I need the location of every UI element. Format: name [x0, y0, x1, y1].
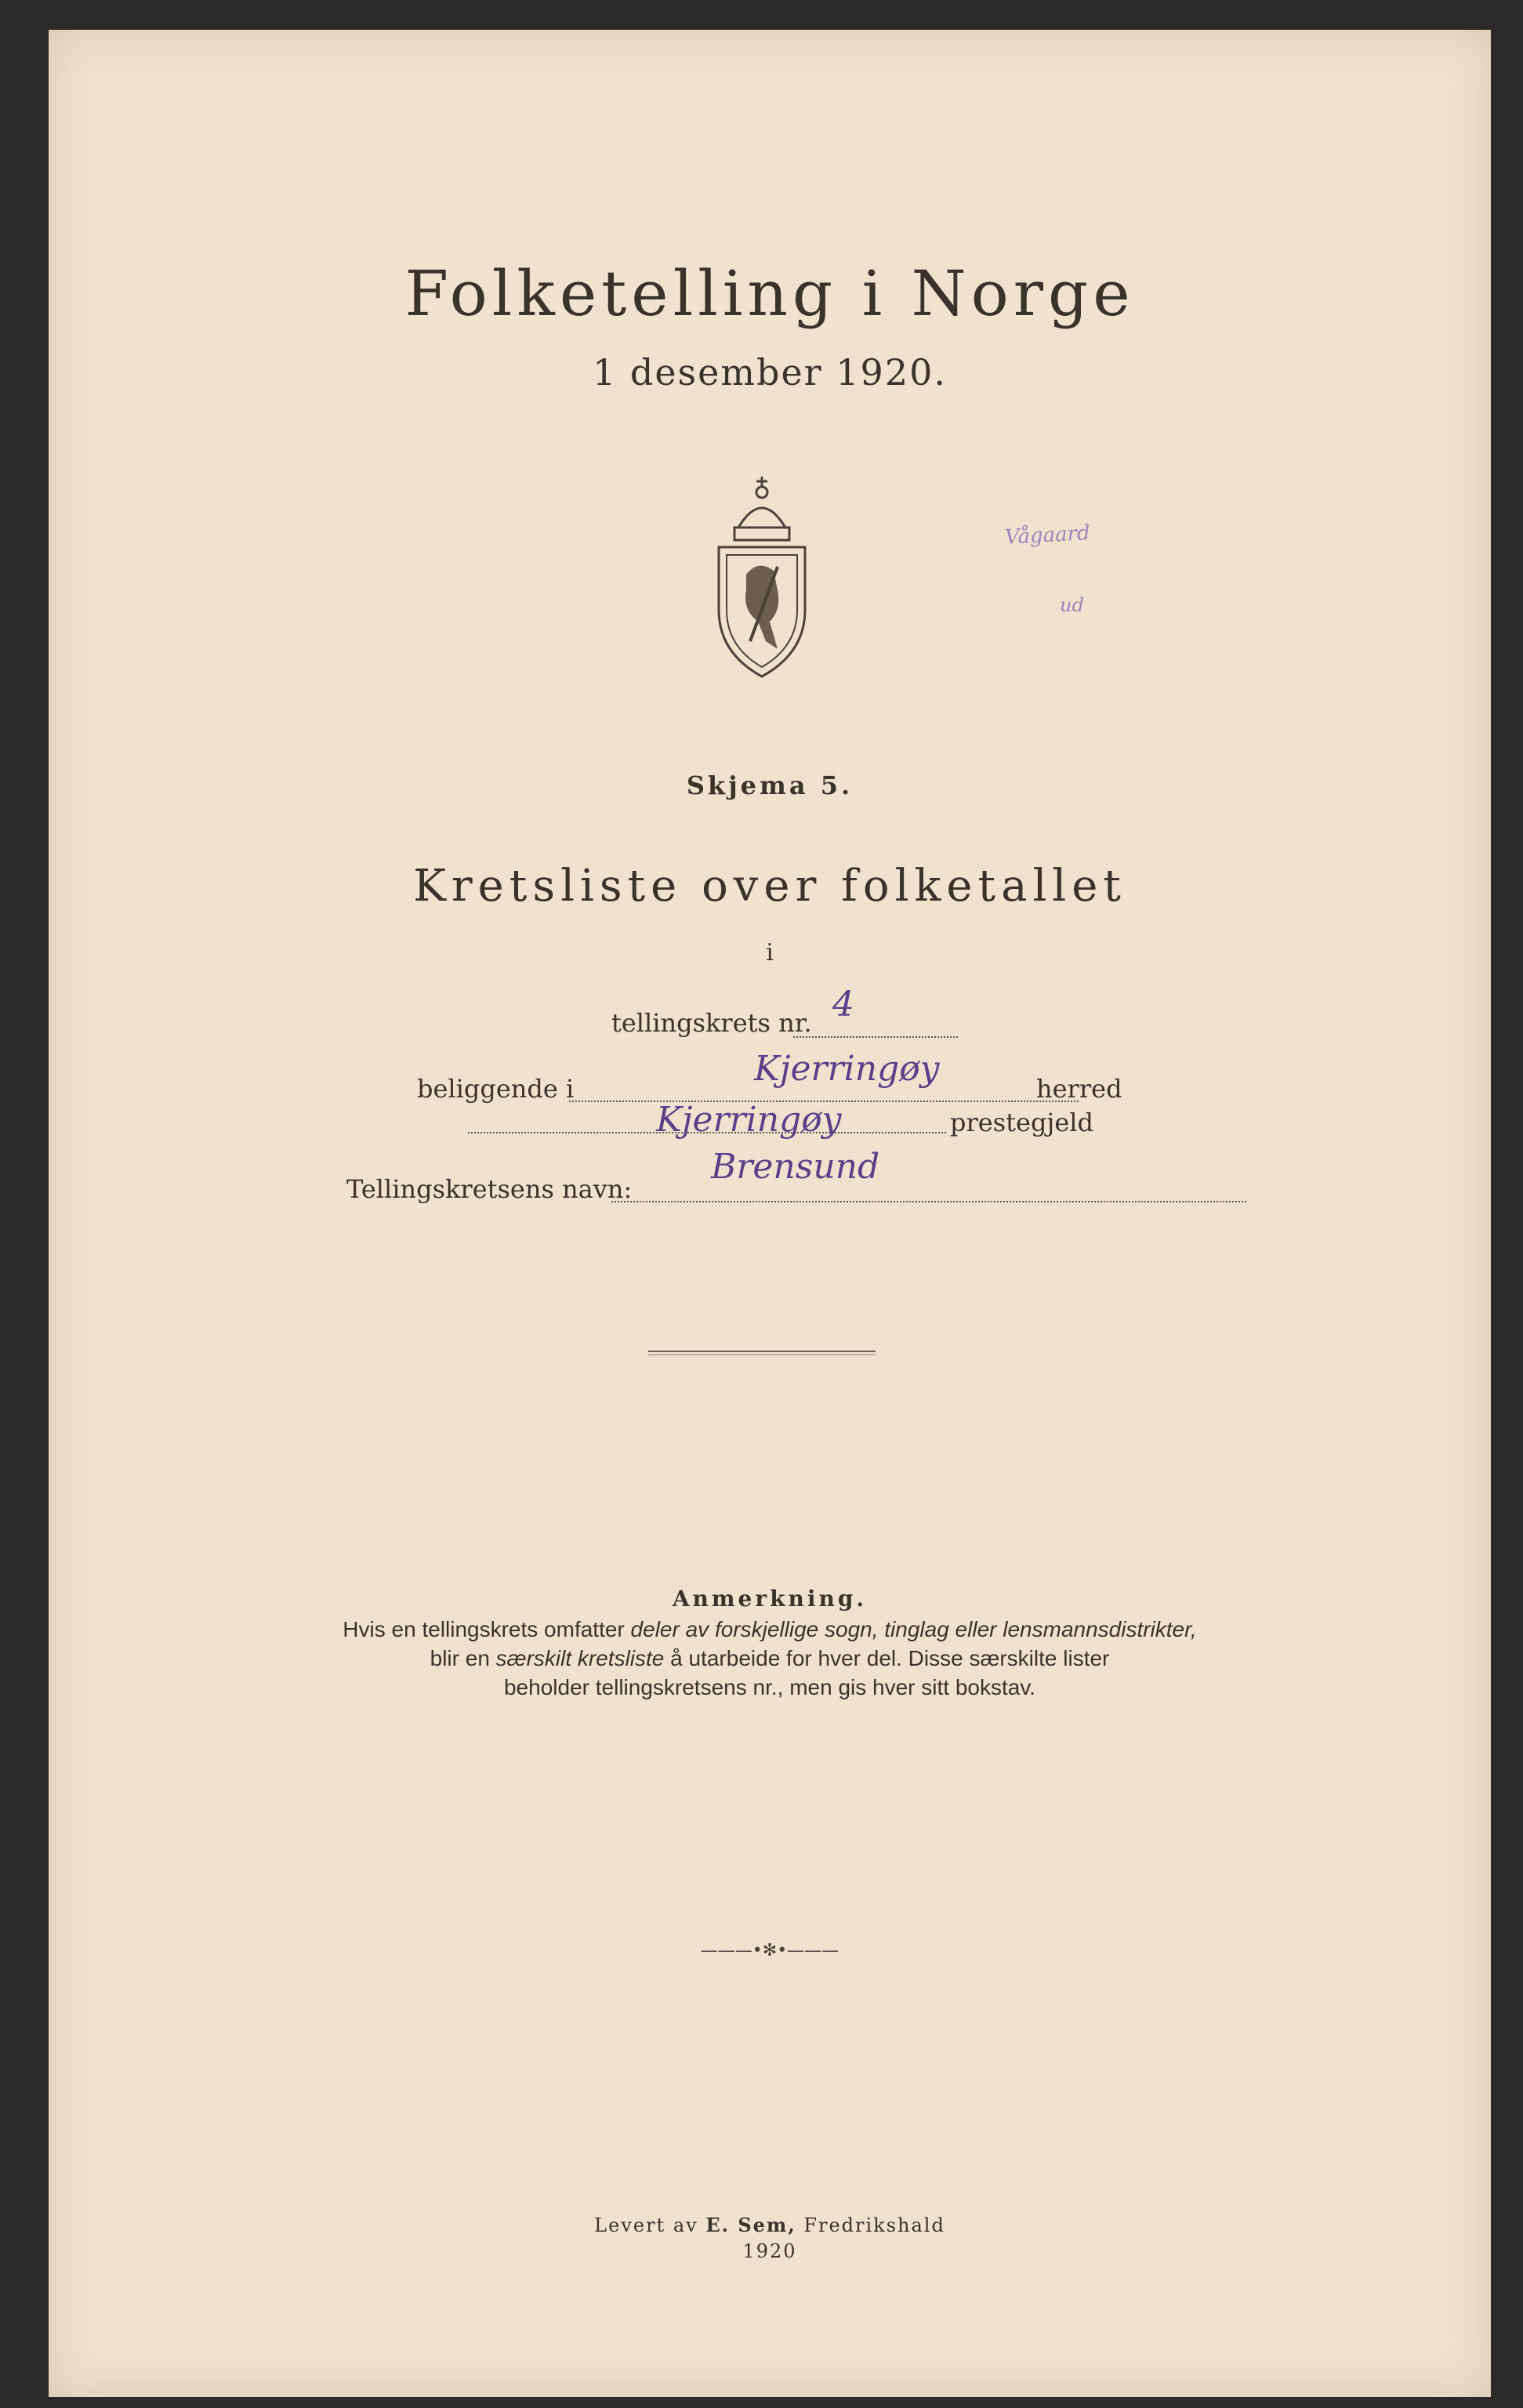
prestegjeld-value: Kjerringøy [656, 1100, 842, 1140]
note-text: å utarbeide for hver del. Disse særskilte lister [664, 1646, 1110, 1670]
krets-name-value: Brensund [711, 1147, 880, 1187]
note-text-italic: deler av forskjellige sogn, tinglag eller lensmannsdistrikter, [630, 1617, 1197, 1641]
margin-annotation: ud [1060, 594, 1084, 616]
ornament-divider: ———•✻•——— [700, 1941, 839, 1960]
printer-credit [49, 2214, 1491, 2236]
schema-number: Skjema 5. [686, 771, 854, 800]
divider [648, 1351, 876, 1352]
krets-number-label: tellingskrets nr. [611, 1008, 812, 1038]
krets-name-label: Tellingskretsens navn: [346, 1174, 633, 1204]
margin-annotation: Vågaard [1004, 521, 1091, 549]
note-text: blir en [430, 1646, 496, 1670]
herred-label: herred [1036, 1074, 1122, 1104]
note-title: Anmerkning. [672, 1586, 868, 1612]
norwegian-coat-of-arms-icon [703, 473, 821, 684]
printer-text: Levert av [594, 2214, 706, 2236]
beliggende-label: beliggende i [417, 1074, 575, 1104]
note-line-3: beholder tellingskretsens nr., men gis hver sitt bokstav. [503, 1675, 1036, 1699]
krets-number-value: 4 [832, 985, 854, 1024]
document-title: Folketelling i Norge [404, 257, 1135, 330]
note-line-1 [49, 1617, 1491, 1642]
printer-text: Fredrikshald [796, 2214, 945, 2236]
connector-word: i [766, 939, 774, 966]
herred-value: Kjerringøy [754, 1049, 940, 1089]
note-text: Hvis en tellingskrets omfatter [343, 1617, 631, 1641]
printer-name: E. Sem, [705, 2214, 796, 2236]
note-text-italic: særskilt kretsliste [495, 1646, 665, 1670]
prestegjeld-label: prestegjeld [950, 1108, 1093, 1137]
divider [648, 1354, 876, 1355]
krets-number-line [793, 1036, 958, 1038]
note-line-2 [49, 1646, 1491, 1671]
form-heading: Kretsliste over folketallet [413, 861, 1126, 912]
krets-name-line [611, 1201, 1246, 1202]
printer-year: 1920 [742, 2240, 797, 2262]
document-date: 1 desember 1920. [593, 351, 947, 393]
census-form-page [49, 30, 1491, 2397]
